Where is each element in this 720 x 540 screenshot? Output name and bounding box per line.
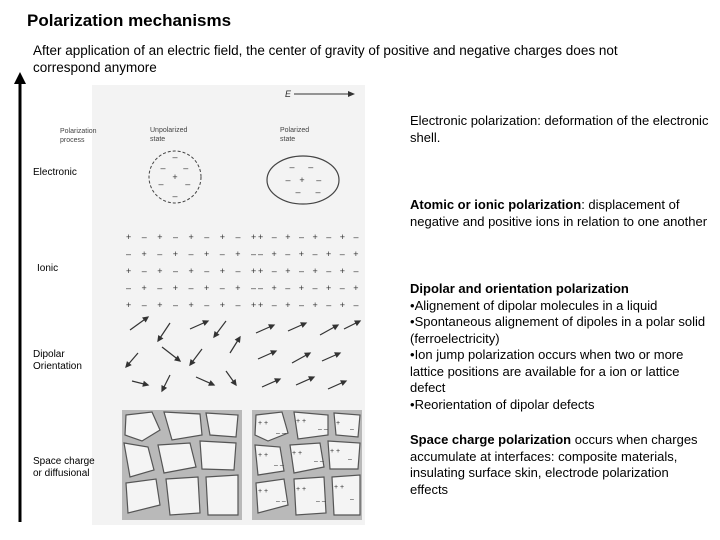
svg-text:+ +: + + [258,488,269,495]
electronic-description: Electronic polarization: deformation of the electronic shell. [410,113,709,145]
dipolar-bullet: • Spontaneous alignement of dipoles in a polar solid (ferroelectricity) [410,314,710,347]
space-charge-polarized-grains [252,410,362,520]
space-charge-description: Space charge polarization occurs when charges accumulate at interfaces: composite materials, insulating surface skin, electrode polarization effects [410,432,698,497]
svg-text:– –: – – [318,426,328,433]
svg-text:+ +: + + [296,486,307,493]
svg-text:– –: – – [276,430,286,437]
svg-text:+ – + – + – + – +: + – + – + – + – + [126,232,261,242]
row-label-ionic: Ionic [37,263,59,274]
svg-text:+: + [336,420,341,427]
svg-text:+ – + – + – + –: + – + – + – + – [258,300,362,310]
row-label-electronic: Electronic [33,167,77,178]
svg-text:––– +–– –: – – – + – – – [158,152,191,201]
svg-text:+ +: + + [292,450,303,457]
svg-text:– –: – – [276,498,286,505]
header-process: Polarization process [60,128,97,144]
dipolar-bullet: • Reorientation of dipolar defects [410,397,710,414]
space-charge-unpolarized-grains [122,410,242,520]
svg-text:+ +: + + [296,418,307,425]
svg-text:+ +: + + [258,452,269,459]
vertical-axis-arrow [12,70,28,525]
svg-text:– + – + – + – +: – + – + – + – + [258,283,362,293]
field-label: E [285,89,292,99]
svg-text:– + – + – + – + –: – + – + – + – + – [126,249,261,259]
intro-text: After application of an electric field, the center of gravity of positive and negative charges does not correspond anymore [33,43,618,75]
svg-text:–– –+– ––: – – – + – – – [285,162,322,197]
svg-text:– –: – – [316,498,326,505]
svg-text:+ – + – + – + – +: + – + – + – + – + [126,300,261,310]
dipolar-bullet: • Alignement of dipolar molecules in a liquid [410,298,710,315]
dipolar-bullet: • Ion jump polarization occurs when two or more lattice positions are available for a ion or lattice defect [410,347,710,397]
svg-text:+ – + – + – + –: + – + – + – + – [258,266,362,276]
svg-text:– –: – – [314,458,324,465]
row-label-dipolar: Dipolar Orientation [33,349,82,372]
svg-text:+ +: + + [258,420,269,427]
svg-text:–: – [348,456,352,463]
svg-text:–: – [350,426,354,433]
row-label-space-charge: Space charge or diffusional [33,456,95,479]
header-polarized: Polarized state [280,127,310,143]
ionic-description: Atomic or ionic polarization: displacement of negative and positive ions in relation to one another [410,197,708,229]
svg-text:– –: – – [274,462,284,469]
svg-text:+ – + – + – + – +: + – + – + – + – + [126,266,261,276]
svg-text:+ – + – + – + –: + – + – + – + – [258,232,362,242]
svg-text:–: – [350,496,354,503]
svg-text:– + – + – + – + –: – + – + – + – + – [126,283,261,293]
svg-text:+ +: + + [330,448,341,455]
svg-text:+ +: + + [334,484,345,491]
svg-text:– + – + – + – +: – + – + – + – + [258,249,362,259]
page-title: Polarization mechanisms [27,11,232,30]
dipolar-heading: Dipolar and orientation polarization [410,281,629,296]
dipolar-description [410,281,710,413]
header-unpolarized: Unpolarized state [150,127,188,143]
